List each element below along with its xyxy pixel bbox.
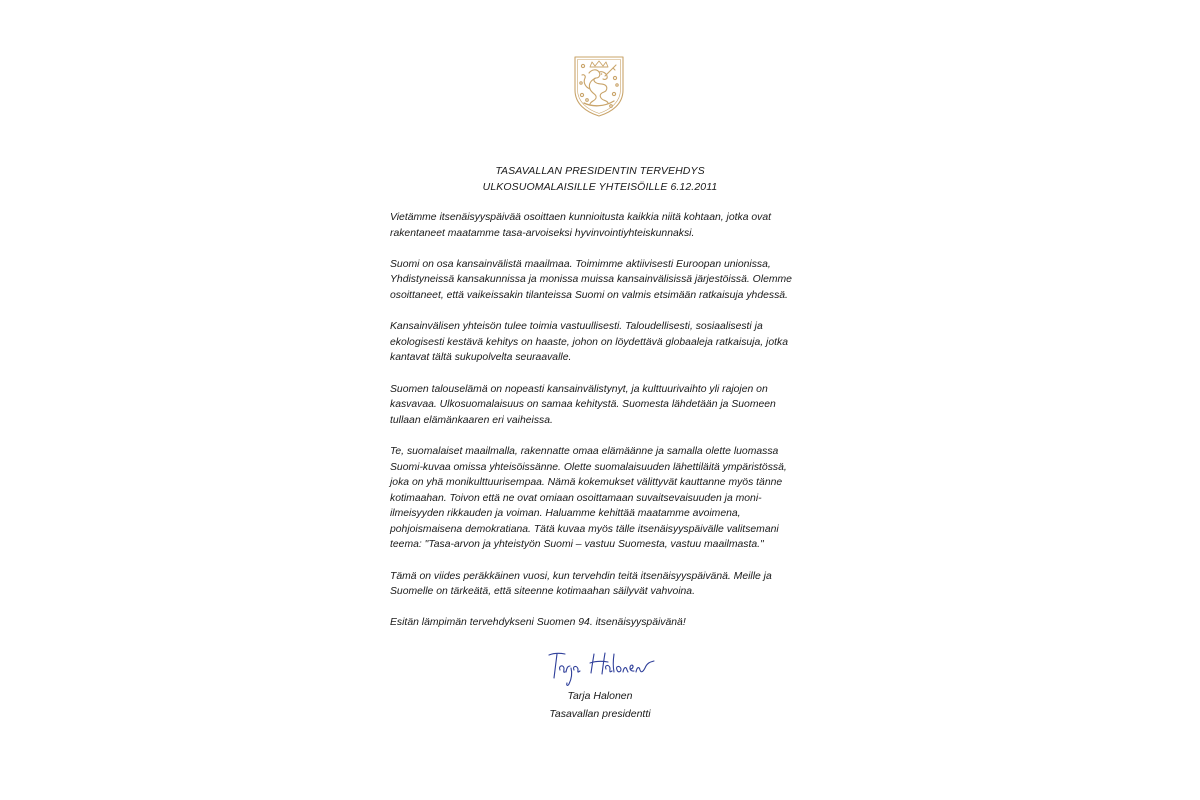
paragraph-7 xyxy=(390,615,810,631)
paragraph-line: Suomi on osa kansainvälistä maailmaa. Toimimme aktiivisesti Euroopan unionissa, xyxy=(390,258,771,270)
signer-name: Tarja Halonen xyxy=(567,690,633,702)
letter-heading xyxy=(0,164,1200,195)
paragraph-line: pohjoismaisena demokratiana. Tätä kuvaa myös tälle itsenäisyyspäivälle valitsemani xyxy=(390,523,779,535)
paragraph-line: Esitän lämpimän tervehdykseni Suomen 94. itsenäisyyspäivänä! xyxy=(390,617,686,629)
paragraph-line: Tämä on viides peräkkäinen vuosi, kun tervehdin teitä itsenäisyyspäivänä. Meille ja xyxy=(390,570,772,582)
paragraph-line: Suomi-kuvaa omissa yhteisöissänne. Olette suomalaisuuden lähettiläitä ympäristössä, xyxy=(390,461,787,473)
paragraph-3 xyxy=(390,319,810,366)
heading-line-2: ULKOSUOMALAISILLE YHTEISÖILLE 6.12.2011 xyxy=(482,180,718,193)
paragraph-line: kotimaahan. Toivon että ne ovat omiaan osoittamaan suvaitsevaisuuden ja moni- xyxy=(390,492,762,504)
paragraph-line: teema: "Tasa-arvon ja yhteistyön Suomi – vastuu Suomesta, vastuu maailmasta." xyxy=(390,539,764,551)
paragraph-4 xyxy=(390,382,810,429)
paragraph-2 xyxy=(390,257,810,304)
paragraph-1 xyxy=(390,210,810,241)
signer-title: Tasavallan presidentti xyxy=(549,708,651,720)
paragraph-line: Suomen talouselämä on nopeasti kansainvälistynyt, ja kulttuurivaihto yli rajojen on xyxy=(390,383,768,395)
paragraph-line: Yhdistyneissä kansakunnissa ja monissa muissa kansainvälisissä järjestöissä. Olemme xyxy=(390,274,792,286)
paragraph-line: ekologisesti kestävä kehitys on haaste, johon on löydettävä globaaleja ratkaisuja, jotka xyxy=(390,336,788,348)
paragraph-line: Vietämme itsenäisyyspäivää osoittaen kunnioitusta kaikkia niitä kohtaan, jotka ovat xyxy=(390,212,772,223)
paragraph-line: Kansainvälisen yhteisön tulee toimia vastuullisesti. Taloudellisesti, sosiaalisesti ja xyxy=(390,321,763,333)
paragraph-line: ilmeisyyden rikkauden ja voiman. Haluamme kehittää maatamme avoimena, xyxy=(390,508,741,520)
paragraph-line: tullaan elämänkaaren eri vaiheissa. xyxy=(390,414,553,426)
letter-body xyxy=(390,210,810,647)
paragraph-line: joka on yhä monikulttuurisempaa. Nämä kokemukset välittyvät kauttanne myös tänne xyxy=(390,477,783,489)
paragraph-line: Te, suomalaiset maailmalla, rakennatte omaa elämäänne ja samalla olette luomassa xyxy=(390,445,779,457)
paragraph-line: Suomelle on tärkeätä, että siteenne kotimaahan säilyvät vahvoina. xyxy=(390,586,695,598)
paragraph-6 xyxy=(390,569,810,600)
paragraph-line: kasvavaa. Ulkosuomalaisuus on samaa kehitystä. Suomesta lähdetään ja Suomeen xyxy=(390,399,776,411)
coat-of-arms-lion-icon xyxy=(572,54,626,118)
paragraph-line: rakentaneet maatamme tasa-arvoiseksi hyvinvointiyhteiskunnaksi. xyxy=(390,227,695,239)
heading-line-1: TASAVALLAN PRESIDENTIN TERVEHDYS xyxy=(495,165,705,177)
paragraph-line: kantavat tältä sukupolvelta seuraavalle. xyxy=(390,352,572,364)
paragraph-5 xyxy=(390,444,810,553)
paragraph-line: osoittaneet, että vaikeissakin tilanteissa Suomi on valmis etsimään ratkaisuja yhdessä. xyxy=(390,289,788,301)
handwritten-signature xyxy=(546,648,658,688)
